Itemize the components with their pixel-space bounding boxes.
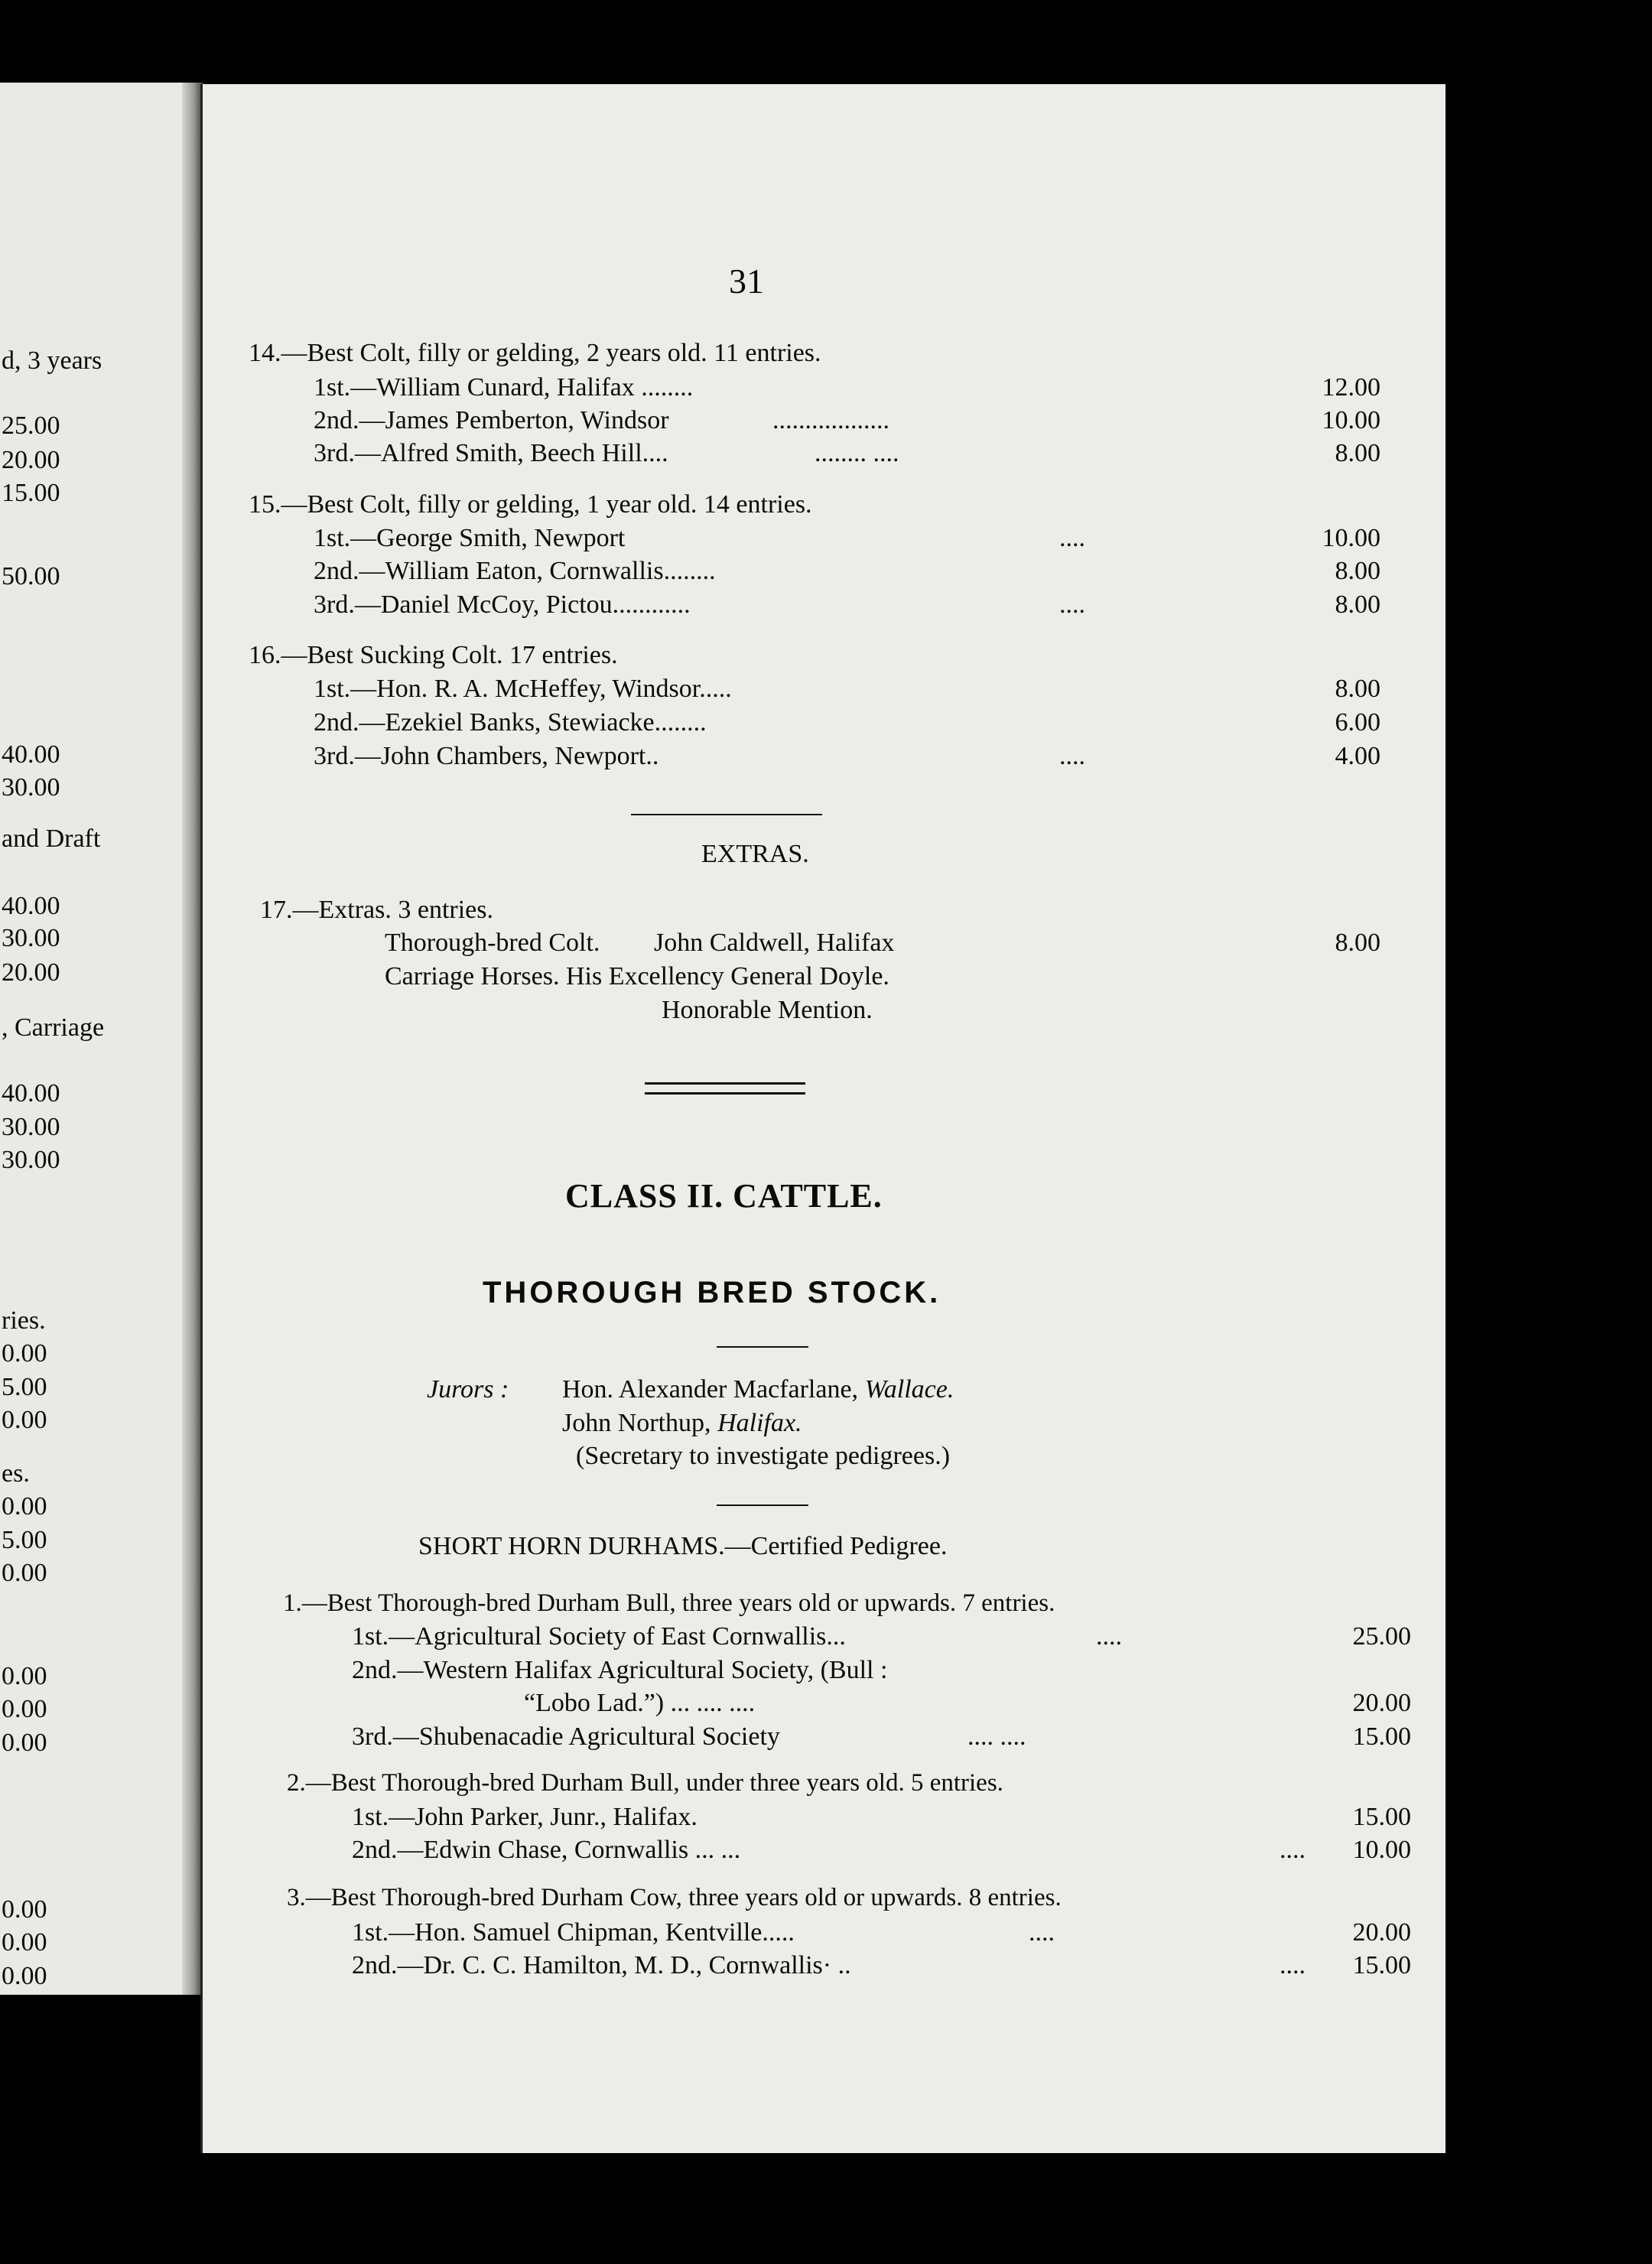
extras-colt-label: Thorough-bred Colt. [385, 929, 600, 957]
book-page [200, 84, 1446, 2153]
juror-2 [562, 1410, 802, 1436]
award-line: 2nd.—James Pemberton, Windsor [314, 406, 669, 434]
award-line: 3rd.—John Chambers, Newport.. [314, 742, 659, 770]
award-amount: 6.00 [1335, 708, 1380, 737]
award-amount: 8.00 [1335, 590, 1380, 619]
award-amount: 8.00 [1335, 675, 1380, 703]
award-dots: .... [1059, 524, 1085, 552]
left-page-line: 30.00 [2, 924, 60, 952]
double-rule-top [645, 1082, 805, 1085]
section-title: THOROUGH BRED STOCK. [483, 1276, 941, 1309]
award-line: 2nd.—Edwin Chase, Cornwallis ... ... [352, 1836, 741, 1864]
award-dots: .... [1059, 742, 1085, 770]
award-line: 2nd.—William Eaton, Cornwallis........ [314, 557, 716, 585]
award-dots: .... [1280, 1951, 1306, 1979]
left-page-line: 5.00 [2, 1526, 47, 1554]
award-dots: .... .... [967, 1722, 1026, 1751]
left-page-line: 50.00 [2, 562, 60, 590]
juror-2-place: Halifax. [717, 1409, 802, 1437]
section-rule [631, 814, 822, 815]
entry-14-heading: 14.—Best Colt, filly or gelding, 2 years old. 11 entries. [249, 339, 821, 367]
extras-heading: 17.—Extras. 3 entries. [260, 896, 493, 924]
extras-colt-amount: 8.00 [1335, 929, 1380, 957]
juror-1-place: Wallace. [864, 1375, 954, 1404]
award-amount: 10.00 [1322, 524, 1380, 552]
left-page-line: 25.00 [2, 411, 60, 440]
left-page-line: 0.00 [2, 1406, 47, 1434]
award-line: 1st.—Hon. R. A. McHeffey, Windsor..... [314, 675, 732, 703]
durhams-title: SHORT HORN DURHAMS.—Certified Pedigree. [418, 1532, 948, 1560]
page-number: 31 [729, 262, 764, 301]
left-page-line: 20.00 [2, 958, 60, 987]
award-amount: 10.00 [1352, 1836, 1411, 1864]
award-amount: 10.00 [1322, 406, 1380, 434]
left-page-line: 40.00 [2, 740, 60, 769]
award-dots: ........ .... [815, 439, 899, 467]
left-page-line: 30.00 [2, 1113, 60, 1141]
class-title: CLASS II. CATTLE. [565, 1177, 883, 1215]
award-line: 1st.—Agricultural Society of East Cornwallis... [352, 1622, 846, 1651]
entry-16-heading: 16.—Best Sucking Colt. 17 entries. [249, 641, 618, 669]
award-amount: 15.00 [1352, 1951, 1411, 1979]
left-page-line: 30.00 [2, 1146, 60, 1174]
award-amount: 15.00 [1352, 1803, 1411, 1831]
left-page-line: 0.00 [2, 1339, 47, 1368]
award-line: 3rd.—Alfred Smith, Beech Hill.... [314, 439, 668, 467]
award-amount: 8.00 [1335, 439, 1380, 467]
award-dots: .................. [772, 406, 889, 434]
award-line: 1st.—John Parker, Junr., Halifax. [352, 1803, 698, 1831]
left-page-line: 0.00 [2, 1729, 47, 1757]
award-amount: 12.00 [1322, 373, 1380, 402]
award-line: 1st.—George Smith, Newport [314, 524, 626, 552]
award-amount: 25.00 [1352, 1622, 1411, 1651]
extras-colt-name: John Caldwell, Halifax [654, 929, 895, 957]
left-page-line: 0.00 [2, 1492, 47, 1521]
durham-3-heading: 3.—Best Thorough-bred Durham Cow, three years old or upwards. 8 entries. [287, 1884, 1062, 1911]
left-page-line: 0.00 [2, 1928, 47, 1957]
jurors-note: (Secretary to investigate pedigrees.) [576, 1442, 951, 1470]
award-dots: .... [1029, 1918, 1055, 1947]
award-amount: 20.00 [1352, 1918, 1411, 1947]
entry-15-heading: 15.—Best Colt, filly or gelding, 1 year old. 14 entries. [249, 490, 812, 519]
durham-2-heading: 2.—Best Thorough-bred Durham Bull, under three years old. 5 entries. [287, 1769, 1003, 1797]
left-page-line: 20.00 [2, 446, 60, 474]
extras-honorable-mention: Honorable Mention. [662, 996, 873, 1024]
award-line: “Lobo Lad.”) ... .... .... [524, 1689, 756, 1717]
left-page-line: 40.00 [2, 892, 60, 920]
left-page-line: 15.00 [2, 479, 60, 507]
award-line: 3rd.—Shubenacadie Agricultural Society [352, 1722, 780, 1751]
left-page-line: and Draft [2, 825, 101, 853]
left-page-line: 0.00 [2, 1895, 47, 1924]
award-dots: .... [1059, 590, 1085, 619]
double-rule-bottom [645, 1092, 805, 1095]
juror-1 [562, 1377, 954, 1403]
jurors-label-text: Jurors : [427, 1375, 509, 1404]
left-page-fragment [0, 83, 197, 1995]
award-dots: .... [1280, 1836, 1306, 1864]
award-amount: 8.00 [1335, 557, 1380, 585]
juror-1-name: Hon. Alexander Macfarlane, [562, 1375, 859, 1404]
award-amount: 4.00 [1335, 742, 1380, 770]
award-line: 2nd.—Western Halifax Agricultural Society, (Bull : [352, 1656, 888, 1684]
left-page-line: 0.00 [2, 1962, 47, 1990]
award-amount: 20.00 [1352, 1689, 1411, 1717]
left-page-line: es. [2, 1459, 30, 1488]
durham-1-heading: 1.—Best Thorough-bred Durham Bull, three years old or upwards. 7 entries. [283, 1589, 1055, 1617]
award-line: 1st.—William Cunard, Halifax ........ [314, 373, 694, 402]
left-page-line: 0.00 [2, 1559, 47, 1587]
section-rule [717, 1346, 808, 1348]
left-page-line: 40.00 [2, 1079, 60, 1108]
extras-title: EXTRAS. [701, 840, 809, 868]
extras-carriage-horses: Carriage Horses. His Excellency General Doyle. [385, 962, 889, 990]
award-line: 2nd.—Dr. C. C. Hamilton, M. D., Cornwallis· .. [352, 1951, 851, 1979]
award-amount: 15.00 [1352, 1722, 1411, 1751]
award-dots: .... [1096, 1622, 1122, 1651]
left-page-line: , Carriage [2, 1013, 105, 1042]
award-line: 1st.—Hon. Samuel Chipman, Kentville..... [352, 1918, 795, 1947]
left-page-line: ries. [2, 1306, 46, 1335]
left-page-line: 30.00 [2, 773, 60, 802]
jurors-label [427, 1377, 509, 1403]
left-page-line: 5.00 [2, 1373, 47, 1401]
award-line: 2nd.—Ezekiel Banks, Stewiacke........ [314, 708, 707, 737]
left-page-line: 0.00 [2, 1695, 47, 1723]
section-rule [717, 1504, 808, 1506]
left-page-line: 0.00 [2, 1662, 47, 1690]
award-line: 3rd.—Daniel McCoy, Pictou............ [314, 590, 691, 619]
juror-2-name: John Northup, [562, 1409, 711, 1437]
left-page-line: d, 3 years [2, 346, 102, 375]
